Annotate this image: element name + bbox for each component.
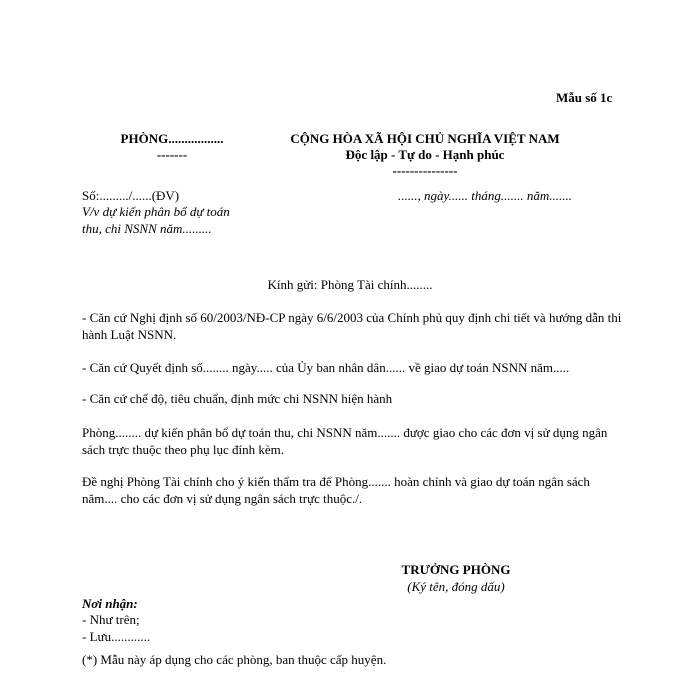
subject-line-2: thu, chi NSNN năm......... [82,221,212,236]
recipients-item-1: - Như trên; [82,612,140,627]
document-number: Số:........./......(ĐV) [82,188,180,203]
body-paragraph-5: Đề nghị Phòng Tài chính cho ý kiến thẩm tra để Phòng....... hoàn chỉnh và giao dự toán ngân sách năm.... cho các đơn vị sử dụng ngân sách trực thuộc./. [82,474,590,506]
signature-note: (Ký tên, đóng dấu) [407,579,505,594]
nation-title: CỘNG HÒA XÃ HỘI CHỦ NGHĨA VIỆT NAM [290,131,560,146]
form-number: Mẫu số 1c [556,90,613,105]
body-paragraph-4: Phòng........ dự kiến phân bổ dự toán thu, chi NSNN năm....... được giao cho các đơn vị sử dụng ngân sách trực thuộc theo phụ lục đính kèm. [82,425,608,457]
body-paragraph-2: - Căn cứ Quyết định số........ ngày..... của Ủy ban nhân dân...... về giao dự toán NSNN năm..... [82,360,570,375]
motto-underline: --------------- [392,163,458,178]
signature-title: TRƯỞNG PHÒNG [401,562,511,577]
subject-line-1: V/v dự kiến phân bổ dự toán [82,204,230,219]
recipients-heading: Nơi nhận: [82,596,138,611]
body-paragraph-3: - Căn cứ chế độ, tiêu chuẩn, định mức chi NSNN hiện hành [82,391,393,406]
unit-underline: ------- [156,147,188,162]
footnote: (*) Mẫu này áp dụng cho các phòng, ban thuộc cấp huyện. [82,652,387,667]
recipients-item-2: - Lưu............ [82,629,151,644]
date-line: ......, ngày...... tháng....... năm....... [398,188,573,203]
body-paragraph-1: - Căn cứ Nghị định số 60/2003/NĐ-CP ngày 6/6/2003 của Chính phủ quy định chi tiết và hướng dẫn thi hành Luật NSNN. [82,310,622,342]
motto: Độc lập - Tự do - Hạnh phúc [345,147,505,162]
recipient-line: Kính gửi: Phòng Tài chính........ [267,277,433,292]
unit-name: PHÒNG................. [120,131,224,146]
